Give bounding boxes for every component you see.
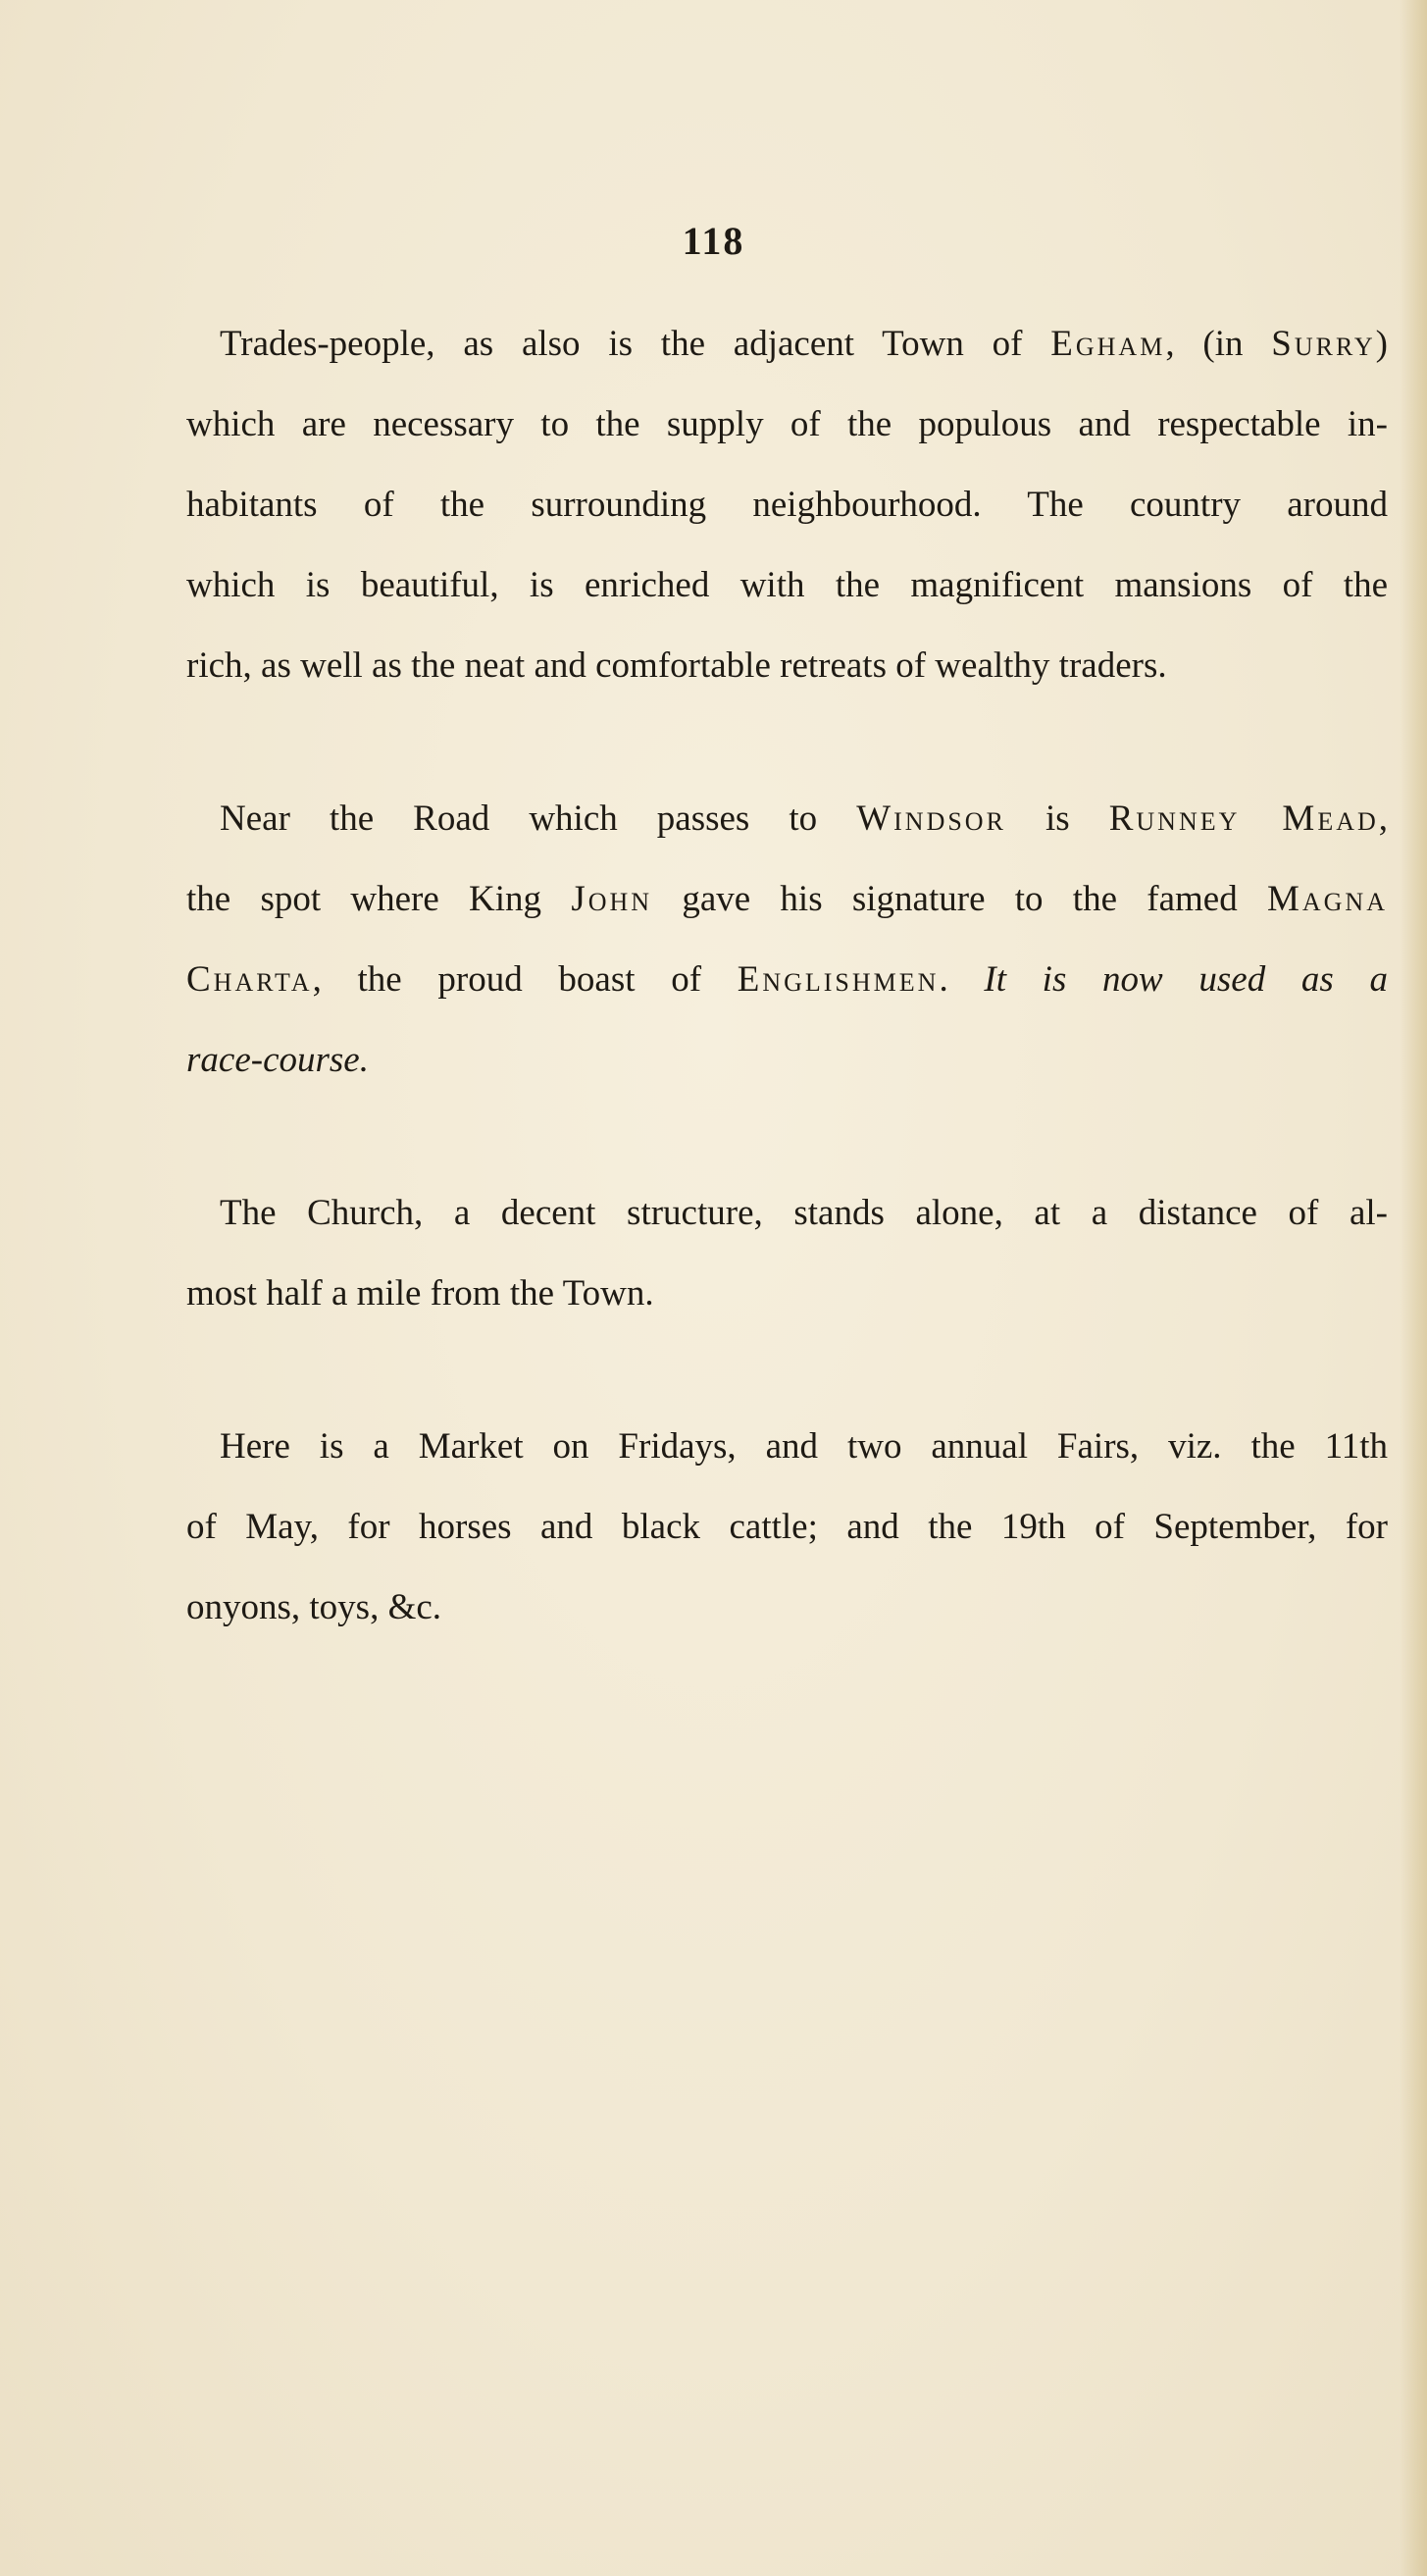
- paragraph: [186, 1173, 1388, 1334]
- text-run: onyons, toys, &c.: [186, 1587, 442, 1627]
- text-run: of May, for horses and black cattle; and the 19th of September, for: [186, 1507, 1388, 1547]
- body-text: [186, 304, 1388, 1721]
- text-run: .: [939, 959, 985, 1000]
- page-number: 118: [682, 219, 745, 263]
- text-run: The Church, a decent structure, stands alone, at a distance of al-: [220, 1193, 1388, 1233]
- text-line: [186, 626, 1388, 706]
- paragraph: [186, 779, 1388, 1101]
- text-run: Trades-people, as also is the adjacent Town of: [220, 324, 1051, 364]
- small-caps-name: Englishmen: [737, 959, 940, 1000]
- text-run: rich, as well as the neat and comfortable retreats of wealthy traders.: [186, 645, 1167, 686]
- text-line: [186, 545, 1388, 626]
- text-line: [186, 1020, 1388, 1101]
- page-edge-shadow: [1400, 0, 1427, 2576]
- small-caps-name: Surry: [1271, 324, 1376, 364]
- text-line: [186, 304, 1388, 385]
- text-line: [186, 859, 1388, 940]
- text-run: ,: [1378, 799, 1389, 839]
- text-run: Here is a Market on Fridays, and two annual Fairs, viz. the 11th: [220, 1426, 1388, 1467]
- text-run: , the proud boast of: [312, 959, 738, 1000]
- text-run: which are necessary to the supply of the populous and respectable in-: [186, 404, 1388, 444]
- small-caps-name: Runney Mead: [1108, 799, 1379, 839]
- text-run: which is beautiful, is enriched with the magnificent mansions of the: [186, 565, 1388, 605]
- text-line: [186, 465, 1388, 545]
- italic-text: It is now used as a: [984, 959, 1388, 1000]
- text-run: , (in: [1165, 324, 1272, 364]
- text-run: the spot where King: [186, 879, 572, 919]
- italic-text: race-course.: [186, 1040, 369, 1080]
- text-run: habitants of the surrounding neighbourhood. The country around: [186, 485, 1388, 525]
- paragraph: [186, 1407, 1388, 1648]
- text-run: most half a mile from the Town.: [186, 1273, 654, 1314]
- small-caps-name: Magna: [1266, 879, 1388, 919]
- small-caps-name: Egham: [1050, 324, 1166, 364]
- small-caps-name: Charta: [186, 959, 313, 1000]
- text-line: [186, 1487, 1388, 1568]
- text-line: [186, 1254, 1388, 1334]
- text-run: gave his signature to the famed: [652, 879, 1267, 919]
- paragraph: [186, 304, 1388, 706]
- text-line: [186, 385, 1388, 465]
- text-run: ): [1375, 324, 1388, 364]
- text-line: [186, 1407, 1388, 1487]
- small-caps-name: John: [571, 879, 653, 919]
- text-run: Near the Road which passes to: [220, 799, 857, 839]
- text-line: [186, 940, 1388, 1020]
- text-line: [186, 1173, 1388, 1254]
- text-line: [186, 1568, 1388, 1648]
- small-caps-name: Windsor: [856, 799, 1006, 839]
- text-run: is: [1005, 799, 1109, 839]
- text-line: [186, 779, 1388, 859]
